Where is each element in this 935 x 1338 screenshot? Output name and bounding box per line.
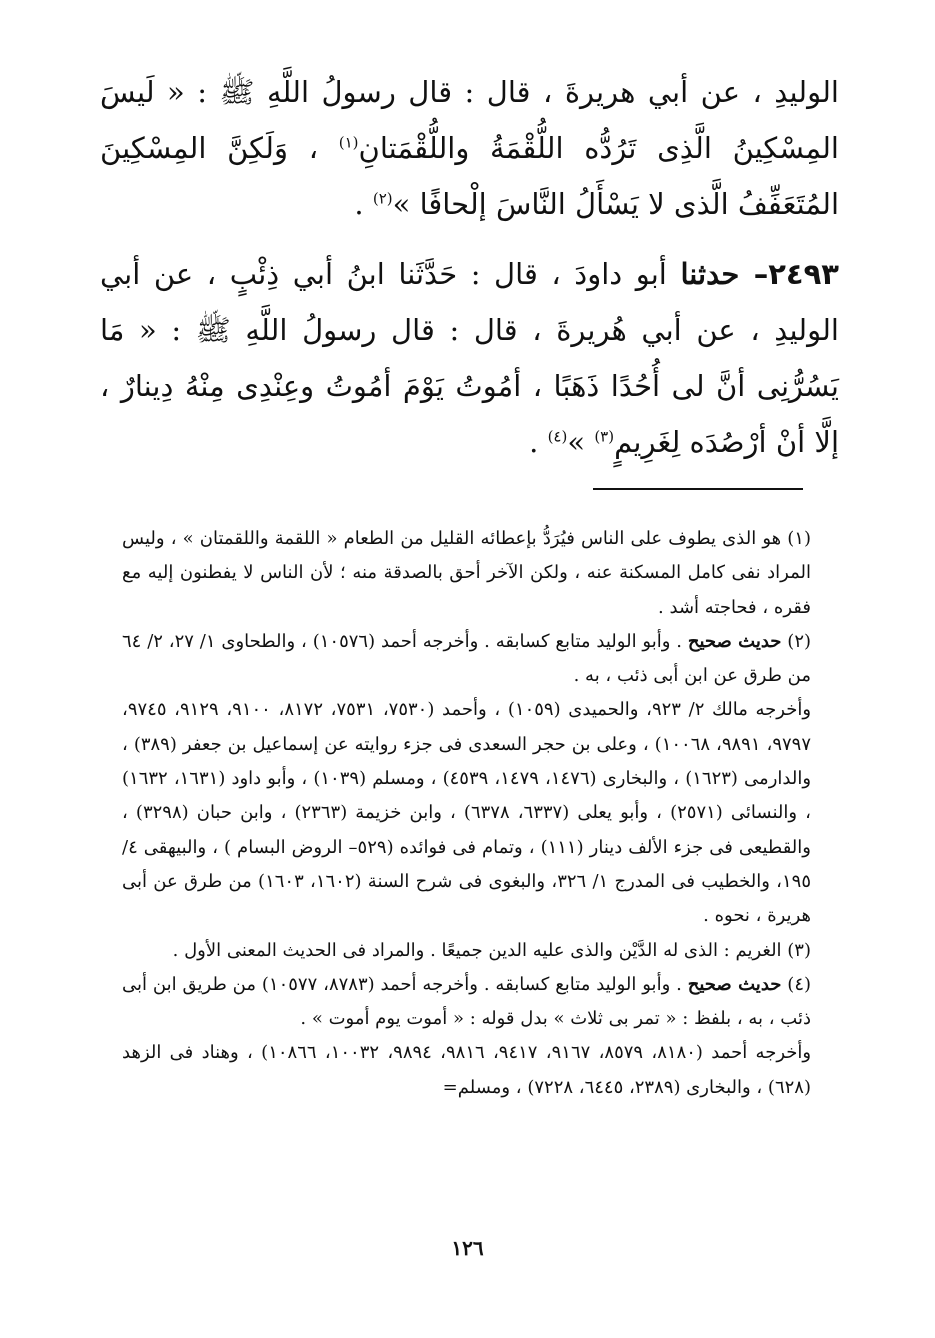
paragraph-text: . bbox=[529, 425, 548, 459]
paragraph-text: . bbox=[354, 187, 373, 221]
footnote-ref-1: (١) bbox=[338, 133, 359, 152]
paragraph-text: » bbox=[567, 425, 595, 459]
footnote-label: (٢) bbox=[781, 630, 812, 652]
paragraph-text: ، وَلَكِنَّ المِسْكِينَ المُتَعَفِّفُ الَّذى لا يَسْأَلُ النَّاسَ إلْحافًا » bbox=[100, 131, 839, 221]
footnote-2 bbox=[122, 625, 811, 694]
footnote-text: . وأبو الوليد متابع كسابقه . وأخرجه أحمد (٨٧٨٣، ١٠٥٧٧) من طريق ابن أبى ذئب ، به ، بلفظ : « تمر بى ثلاث » بدل قوله : « أموت يوم أموت » . bbox=[122, 973, 811, 1030]
paragraph-text: الوليدِ ، عن أبي هريرةَ ، قال : قال رسولُ اللَّهِ ﷺ : « لَيسَ المِسْكِينُ الَّذِى تَرُدُّه اللُّقْمَةُ واللُّقْمَتانِ bbox=[100, 75, 839, 165]
main-text bbox=[100, 64, 839, 470]
footnotes bbox=[122, 522, 811, 1105]
footnote-2-continuation: وأخرجه مالك ٢/ ٩٢٣، والحميدى (١٠٥٩) ، وأحمد (٧٥٣٠، ٧٥٣١، ٨١٧٢، ٩١٠٠، ٩١٢٩، ٩٧٤٥، ٩٧٩٧، ٩٨٩١، ١٠٠٦٨) ، وعلى بن حجر السعدى فى جزء روايته عن إسماعيل بن جعفر (٣٨٩) ، والدارمى (١٦٢٣) ، والبخارى (١٤٧٦، ١٤٧٩، ٤٥٣٩) ، ومسلم (١٠٣٩) ، وأبو داود (١٦٣١، ١٦٣٢) ، والنسائى (٢٥٧١) ، وأبو يعلى (٦٣٣٧، ٦٣٧٨) ، وابن خزيمة (٢٣٦٣) ، وابن حبان (٣٢٩٨) ، والقطيعى فى جزء الألف دينار (١١١) ، وتمام فى فوائده (٥٢٩– الروض البسام ) ، والبيهقى ٤/ ١٩٥، والخطيب فى المدرج ١/ ٣٢٦، والبغوى فى شرح السنة (١٦٠٢، ١٦٠٣) من طرق عن أبى هريرة ، نحوه . bbox=[122, 699, 812, 927]
grading-label: حديث صحيح bbox=[687, 630, 782, 652]
footnote-text: . وأبو الوليد متابع كسابقه . وأخرجه أحمد (١٠٥٧٦) ، والطحاوى ١/ ٢٧، ٢/ ٦٤ من طرق عن ابن أبى ذئب ، به . bbox=[122, 630, 811, 687]
hadith-paragraph bbox=[100, 246, 839, 470]
footnote-ref-3: (٣) bbox=[594, 427, 615, 446]
footnote-4-continuation: وأخرجه أحمد (٨١٨٠، ٨٥٧٩، ٩١٦٧، ٩٤١٧، ٩٨١٦، ٩٨٩٤، ١٠٠٣٢، ١٠٨٦٦) ، وهناد فى الزهد (٦٢٨) ، والبخارى (٢٣٨٩، ٦٤٤٥، ٧٢٢٨) ، ومسلم= bbox=[122, 1042, 812, 1098]
footnote-4 bbox=[122, 968, 811, 1037]
footnote-label: (٤) bbox=[781, 973, 812, 995]
footnote-ref-4: (٤) bbox=[547, 427, 568, 446]
hadith-continuation-paragraph bbox=[100, 64, 839, 232]
page-number: ١٢٦ bbox=[451, 1236, 484, 1260]
footnote-1: (١) هو الذى يطوف على الناس فيُرَدُّ بإعطائه القليل من الطعام « اللقمة واللقمتان » ، وليس المراد نفى كامل المسكنة عنه ، ولكن الآخر أحق بالصدقة منه ؛ لأن الناس لا يفطنون إليه مع فقره ، فحاجته أشد . bbox=[122, 528, 811, 618]
footnote-divider bbox=[593, 488, 803, 490]
footnote-3: (٣) الغريم : الذى له الدَّيْن والذى عليه الدين جميعًا . والمراد فى الحديث المعنى الأول . bbox=[172, 939, 811, 961]
paragraph-text: أبو داودَ ، قال : حَدَّثَنا ابنُ أبي ذِئْبٍ ، عن أبي الوليدِ ، عن أبي هُريرةَ ، قال : قال رسولُ اللَّهِ ﷺ : « مَا يَسُرُّنِى أنَّ لى أُحُدًا ذَهَبًا ، أمُوتُ يَوْمَ أمُوتُ وعِنْدِى مِنْهُ دِينارٌ ، إلَّا أنْ أرْصُدَه لِغَرِيمٍ bbox=[100, 257, 839, 459]
footnote-ref-2: (٢) bbox=[372, 189, 393, 208]
hadith-number: ٢٤٩٣– bbox=[753, 257, 839, 291]
hadith-lead-word: حدثنا bbox=[680, 257, 754, 291]
grading-label: حديث صحيح bbox=[687, 973, 782, 995]
